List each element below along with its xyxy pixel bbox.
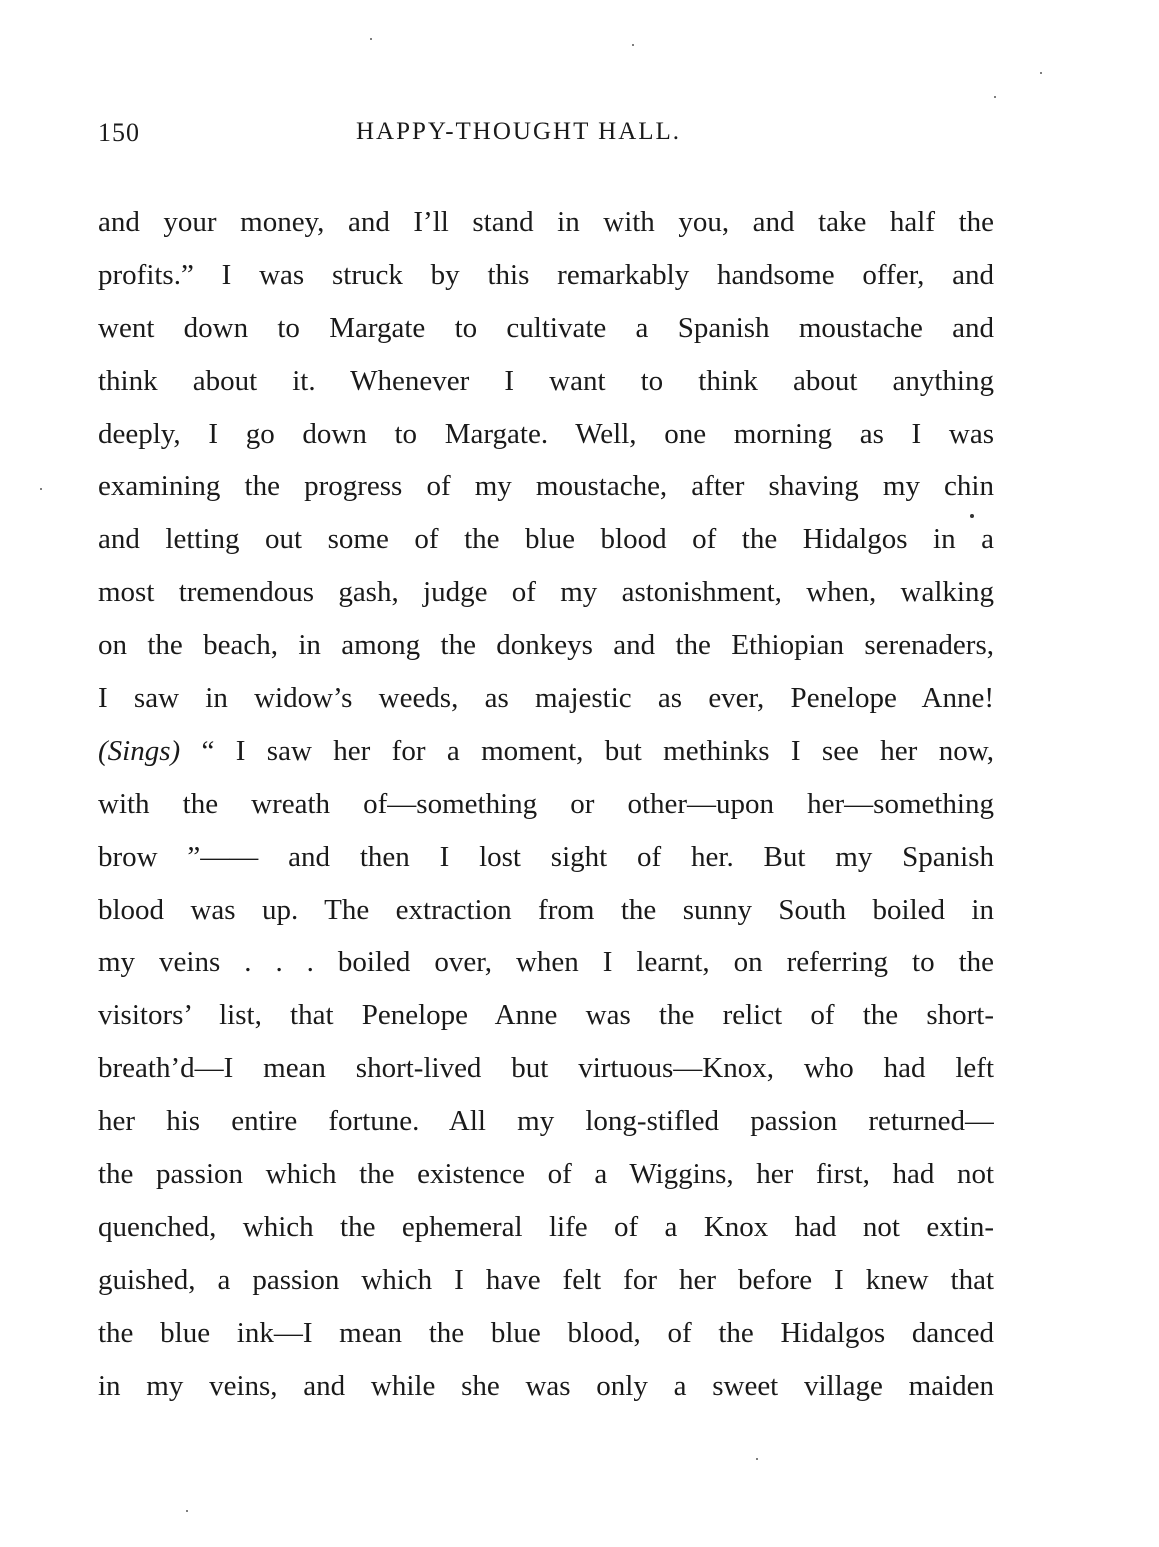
paper-speck	[970, 514, 974, 518]
text-line: profits.” I was struck by this remarkably handsome offer, and	[98, 258, 994, 291]
text-line: examining the progress of my moustache, after shaving my chin	[98, 470, 994, 503]
text-line: visitors’ list, that Penelope Anne was the relict of the short-	[98, 999, 994, 1032]
text-line: quenched, which the ephemeral life of a Knox had not extin-	[98, 1210, 994, 1243]
text-line: “ I saw her for a moment, but methinks I see her now,	[201, 734, 994, 767]
paper-speck	[370, 38, 372, 40]
paper-speck	[186, 1510, 188, 1512]
text-line: and your money, and I’ll stand in with you, and take half the	[98, 206, 994, 238]
text-line: brow ”—— and then I lost sight of her. But my Spanish	[98, 840, 994, 873]
text-line: guished, a passion which I have felt for her before I knew that	[98, 1263, 994, 1296]
running-title: HAPPY-THOUGHT HALL.	[356, 118, 682, 145]
text-line: the blue ink—I mean the blue blood, of the Hidalgos danced	[98, 1316, 994, 1349]
text-line: in my veins, and while she was only a sweet village maiden	[98, 1369, 994, 1402]
text-line: my veins . . . boiled over, when I learnt, on referring to the	[98, 946, 994, 979]
text-line: I saw in widow’s weeds, as majestic as ever, Penelope Anne!	[98, 682, 994, 715]
text-line: with the wreath of—something or other—upon her—something	[98, 787, 994, 820]
page-number: 150	[98, 118, 140, 147]
page-header	[98, 118, 998, 158]
text-line: went down to Margate to cultivate a Spanish moustache and	[98, 311, 994, 344]
text-line: and letting out some of the blue blood of the Hidalgos in a	[98, 523, 994, 556]
paper-speck	[1040, 72, 1042, 74]
paper-speck	[994, 96, 996, 98]
paper-speck	[40, 488, 42, 490]
text-line: on the beach, in among the donkeys and the Ethiopian serenaders,	[98, 629, 994, 662]
text-line: think about it. Whenever I want to think about anything	[98, 364, 994, 397]
text-line: her his entire fortune. All my long-stifled passion returned—	[98, 1105, 994, 1138]
text-line-with-stage-direction	[98, 725, 994, 778]
text-line: breath’d—I mean short-lived but virtuous—Knox, who had left	[98, 1052, 994, 1085]
stage-direction: (Sings)	[98, 734, 181, 767]
paper-speck	[632, 44, 634, 46]
body-text	[98, 196, 994, 1412]
paper-speck	[756, 1458, 758, 1460]
text-line: the passion which the existence of a Wiggins, her first, had not	[98, 1158, 994, 1191]
text-line: most tremendous gash, judge of my astonishment, when, walking	[98, 576, 994, 609]
text-line: deeply, I go down to Margate. Well, one morning as I was	[98, 417, 994, 450]
text-line: blood was up. The extraction from the sunny South boiled in	[98, 893, 994, 926]
